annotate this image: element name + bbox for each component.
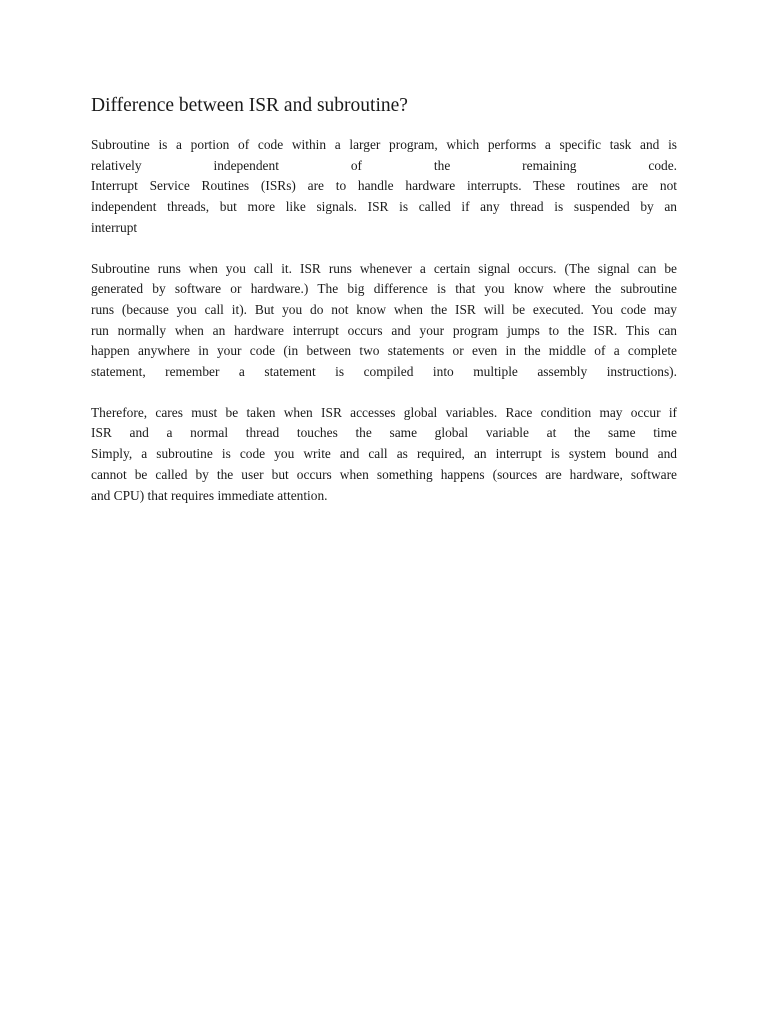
text-line: Simply, a subroutine is code you write and call as required, an interrupt is system bound and: [91, 446, 677, 462]
text-line: independent threads, but more like signals. ISR is called if any thread is suspended by an: [91, 199, 677, 215]
document-title: Difference between ISR and subroutine?: [91, 95, 408, 116]
text-line: ISR and a normal thread touches the same global variable at the same time: [91, 425, 677, 441]
text-line: Subroutine runs when you call it. ISR runs whenever a certain signal occurs. (The signal can be: [91, 260, 677, 276]
text-line: cannot be called by the user but occurs when something happens (sources are hardware, software: [91, 466, 677, 482]
text-line: Interrupt Service Routines (ISRs) are to handle hardware interrupts. These routines are not: [91, 178, 677, 194]
paragraph-3: [91, 403, 677, 507]
text-line: generated by software or hardware.) The big difference is that you know where the subroutine: [91, 281, 677, 297]
text-line: interrupt: [91, 219, 138, 235]
text-line: relatively independent of the remaining code.: [91, 157, 677, 173]
text-line: run normally when an hardware interrupt occurs and your program jumps to the ISR. This can: [91, 322, 677, 338]
text-line: Subroutine is a portion of code within a larger program, which performs a specific task and is: [91, 137, 677, 152]
text-line: happen anywhere in your code (in between two statements or even in the middle of a complete: [91, 343, 677, 359]
text-line: Therefore, cares must be taken when ISR accesses global variables. Race condition may occur if: [91, 404, 677, 420]
text-line: statement, remember a statement is compiled into multiple assembly instructions).: [91, 364, 677, 380]
paragraph-2: [91, 259, 677, 383]
text-line: and CPU) that requires immediate attention.: [91, 487, 328, 503]
paragraph-1: [91, 135, 677, 239]
document-body: [91, 93, 677, 526]
text-line: runs (because you call it). But you do not know when the ISR will be executed. You code may: [91, 301, 677, 317]
